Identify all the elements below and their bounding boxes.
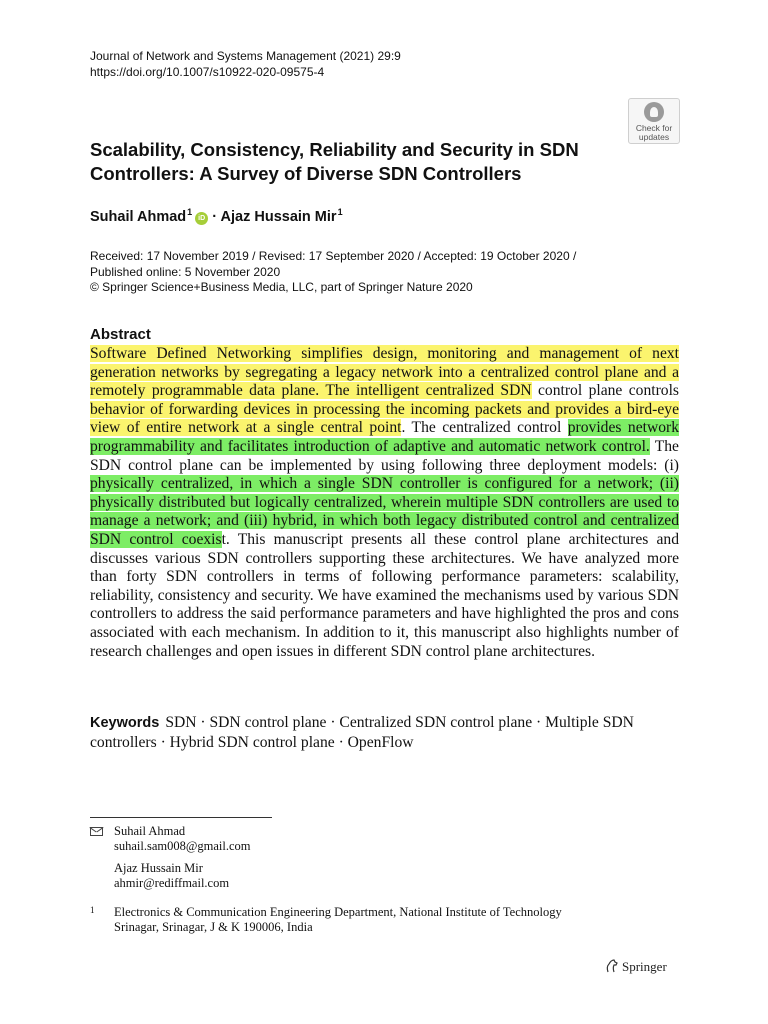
abstract-heading: Abstract bbox=[90, 326, 151, 343]
abstract-segment: physically centralized, in which a single SDN controller is configured for a network; (ii) physically distributed but logically centralized, wherein multiple SDN controllers are used to manage a network; and (iii) hybrid, in which both legacy distributed control and centralized SDN control coexis bbox=[90, 475, 679, 548]
publication-dates bbox=[90, 249, 576, 296]
corresponding-contacts bbox=[90, 824, 251, 891]
author-separator: · bbox=[212, 209, 218, 225]
keywords-text: SDN · SDN control plane · Centralized SDN control plane · Multiple SDN controllers · Hybrid SDN control plane · OpenFlow bbox=[90, 714, 634, 751]
published-online-date: Published online: 5 November 2020 bbox=[90, 264, 281, 279]
contact-email[interactable]: ahmir@rediffmail.com bbox=[114, 876, 230, 890]
author-affiliation-mark: 1 bbox=[187, 207, 193, 217]
crossmark-icon bbox=[644, 102, 664, 122]
footnote-divider bbox=[90, 817, 272, 818]
contact-name: Suhail Ahmad bbox=[114, 824, 186, 838]
crossmark-label-2: updates bbox=[638, 131, 670, 142]
orcid-icon[interactable]: iD bbox=[195, 212, 208, 225]
abstract-segment: control plane controls bbox=[531, 382, 679, 400]
check-for-updates-badge[interactable] bbox=[628, 98, 680, 144]
author-list bbox=[90, 207, 343, 225]
crossmark-label-1: Check for bbox=[635, 123, 673, 133]
author-affiliation-mark: 1 bbox=[337, 207, 343, 217]
copyright-line: © Springer Science+Business Media, LLC, part of Springer Nature 2020 bbox=[90, 280, 473, 294]
abstract-segment: Software Defined Networking simplifies design, monitoring and management of next generation networks by segregating a legacy network into a centralized control plane and a remotely programmable data plane. The intelligent centralized SDN bbox=[90, 345, 679, 400]
author-name[interactable]: Suhail Ahmad bbox=[90, 209, 187, 225]
envelope-icon bbox=[90, 827, 103, 836]
contact-email[interactable]: suhail.sam008@gmail.com bbox=[114, 839, 251, 853]
springer-horse-icon bbox=[605, 959, 618, 973]
affiliation-line: Electronics & Communication Engineering Department, National Institute of Technology bbox=[114, 905, 562, 919]
journal-citation: Journal of Network and Systems Management (2021) 29:9 bbox=[90, 49, 401, 63]
keywords-label: Keywords bbox=[90, 715, 160, 731]
journal-header bbox=[90, 49, 401, 80]
abstract-segment: behavior of forwarding devices in processing the incoming packets and provides a bird-eye view of entire network at a single central point bbox=[90, 400, 679, 437]
paper-title: Scalability, Consistency, Reliability and Security in SDN Controllers: A Survey of Diverse SDN Controllers bbox=[90, 139, 579, 184]
abstract-segment: The SDN control plane can be implemented by using following three deployment models: (i) bbox=[90, 437, 679, 474]
abstract-segment: provides network programmability and facilitates introduction of adaptive and automatic network control. bbox=[90, 419, 680, 455]
affiliation-number: 1 bbox=[90, 905, 95, 915]
keywords bbox=[90, 713, 679, 752]
affiliation bbox=[90, 905, 562, 935]
abstract-body bbox=[90, 345, 679, 661]
publisher-logo bbox=[605, 959, 667, 975]
contact-name: Ajaz Hussain Mir bbox=[114, 861, 203, 875]
affiliation-line: Srinagar, Srinagar, J & K 190006, India bbox=[114, 920, 313, 934]
contact-entry bbox=[90, 861, 251, 891]
abstract-segment: . The centralized control bbox=[401, 419, 568, 437]
publisher-name: Springer bbox=[622, 959, 667, 974]
author-name[interactable]: Ajaz Hussain Mir bbox=[220, 209, 337, 225]
doi-link[interactable]: https://doi.org/10.1007/s10922-020-09575-4 bbox=[90, 64, 325, 79]
history-dates: Received: 17 November 2019 / Revised: 17 September 2020 / Accepted: 19 October 2020 / bbox=[90, 249, 577, 263]
abstract-segment: t. This manuscript presents all these control plane architectures and discusses various SDN controllers supporting these architectures. We have analyzed more than forty SDN controllers in terms of following performance parameters: scalability, reliability, consistency and security. We have examined the mechanisms used by various SDN controllers to address the said performance parameters and have highlighted the pros and cons associated with each mechanism. In addition to it, this manuscript also highlights number of research challenges and open issues in different SDN control plane architectures. bbox=[90, 530, 679, 660]
contact-entry bbox=[90, 824, 251, 854]
